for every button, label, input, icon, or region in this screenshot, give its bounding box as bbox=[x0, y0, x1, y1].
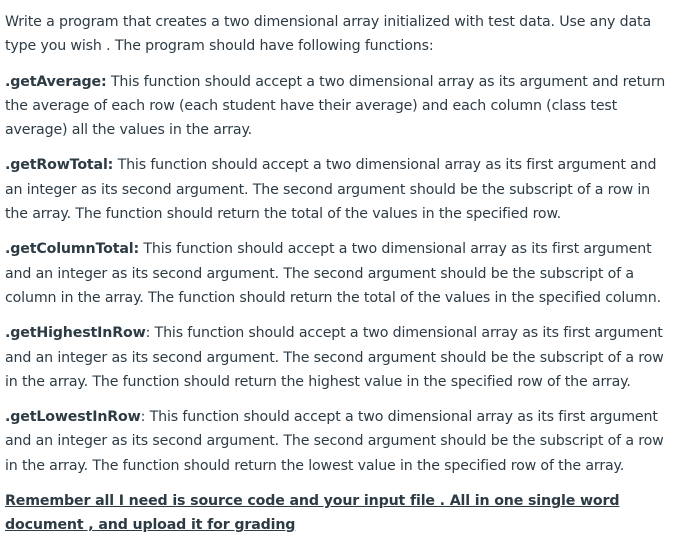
function-name: .getRowTotal: bbox=[5, 157, 114, 174]
function-description: : This function should accept a two dimensional array as its first argument and an integer as its second argument. The second argument should be the subscript of a row in the array. The function should return the lowest value in the specified row of the array. bbox=[5, 409, 664, 474]
submission-note: Remember all I need is source code and your input file . All in one single word document , and upload it for grading bbox=[5, 493, 620, 534]
function-name: .getColumnTotal: bbox=[5, 241, 139, 258]
function-description: This function should accept a two dimensional array as its first argument and an integer as its second argument. The second argument should be the subscript of a row in the array. The function should return the total of the values in the specified row. bbox=[5, 157, 657, 223]
function-get-average bbox=[5, 70, 673, 143]
function-description: This function should accept a two dimensional array as its argument and return the average of each row (each student have their average) and each column (class test average) all the values in the array. bbox=[5, 73, 666, 139]
function-name: .getAverage: bbox=[5, 73, 107, 90]
function-get-row-total bbox=[5, 153, 673, 226]
function-get-highest-in-row bbox=[5, 321, 673, 394]
function-name: .getHighestInRow bbox=[5, 325, 146, 342]
function-get-column-total bbox=[5, 237, 673, 310]
function-description: : This function should accept a two dimensional array as its first argument and an integer as its second argument. The second argument should be the subscript of a row in the array. The function should return the highest value in the specified row of the array. bbox=[5, 325, 664, 390]
intro-paragraph: Write a program that creates a two dimensional array initialized with test data. Use any data type you wish . The program should have following functions: bbox=[5, 14, 652, 55]
function-get-lowest-in-row bbox=[5, 405, 673, 478]
function-name: .getLowestInRow bbox=[5, 409, 141, 426]
function-description: This function should accept a two dimensional array as its first argument and an integer as its second argument. The second argument should be the subscript of a column in the array. The function should return the total of the values in the specified column. bbox=[5, 241, 661, 306]
